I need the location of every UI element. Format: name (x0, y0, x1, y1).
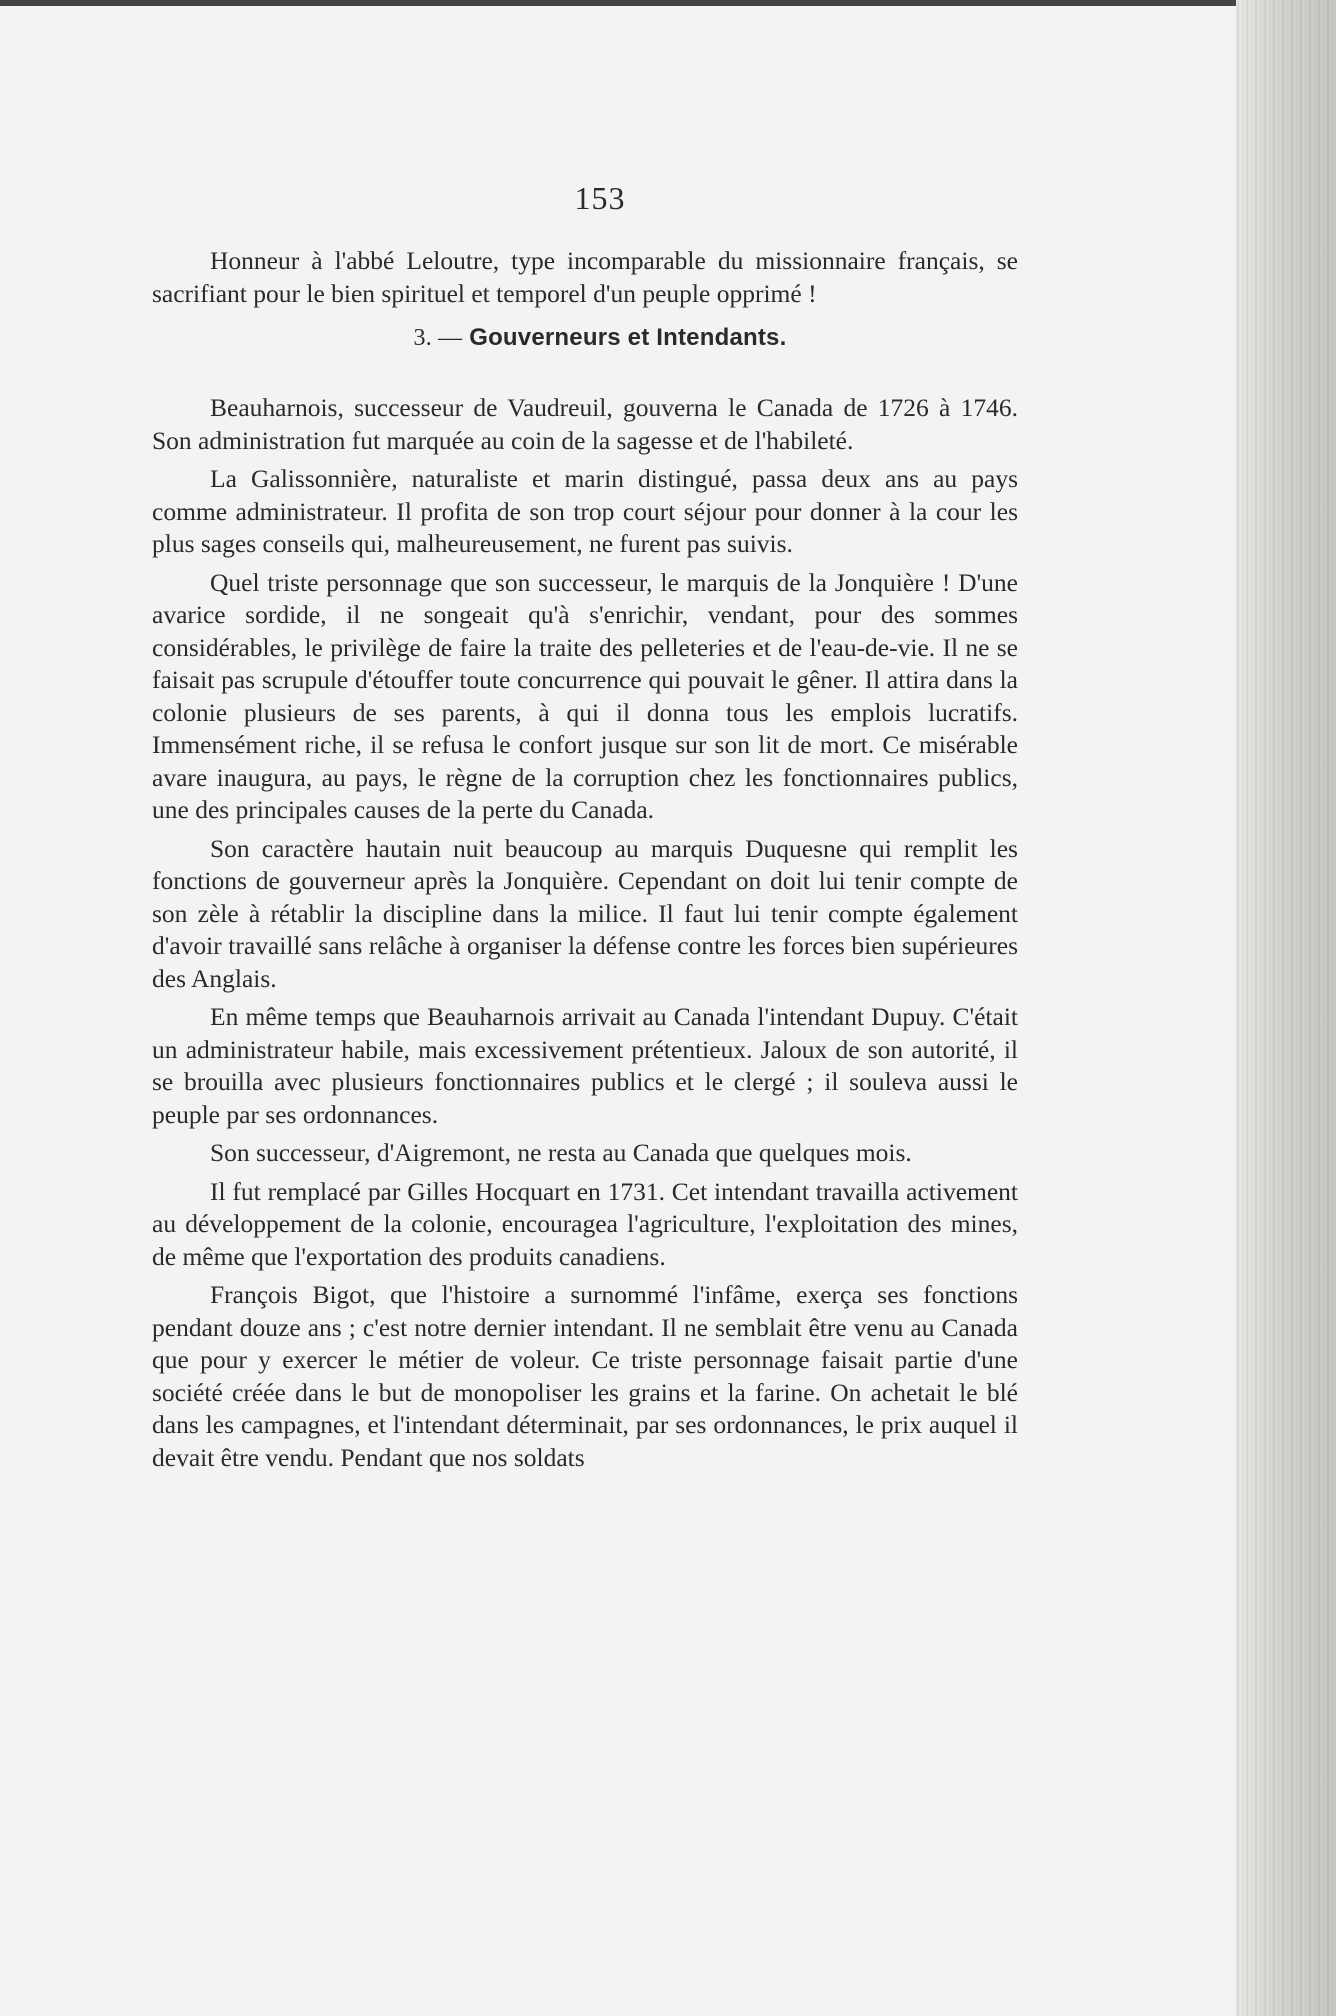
paragraph-duquesne: Son caractère hautain nuit beaucoup au marquis Duquesne qui remplit les fonctions de gouverneur après la Jonquière. Cependant on doit lui tenir compte de son zèle à rétablir la discipline dans la milice. Il faut lui tenir compte également d'avoir travaillé sans relâche à organiser la défense contre les forces bien supérieures des Anglais. (152, 833, 1018, 993)
paragraph-beauharnois: Beauharnois, successeur de Vaudreuil, gouverna le Canada de 1726 à 1746. Son administration fut marquée au coin de la sagesse et de l'habileté. (152, 393, 1018, 455)
book-page-edges (1236, 0, 1336, 2016)
section-number: 3. — (413, 325, 463, 351)
scan-border-top (0, 0, 1336, 6)
section-title: Gouverneurs et Intendants. (469, 324, 787, 351)
paragraph-bigot: François Bigot, que l'histoire a surnommé l'infâme, exerça ses fonctions pendant douze ans ; c'est notre dernier intendant. Il ne semblait être venu au Canada que pour y exercer le métier de voleur. Ce triste personnage faisait partie d'une société créée dans le but de monopoliser les grains et la farine. On achetait le blé dans les campagnes, et l'intendant déterminait, par ses ordonnances, le prix auquel il devait être vendu. Pendant que nos soldats (152, 1280, 1018, 1472)
paragraph-hocquart: Il fut remplacé par Gilles Hocquart en 1731. Cet intendant travailla activement au développement de la colonie, encouragea l'agriculture, l'exploitation des mines, de même que l'exportation des produits canadiens. (152, 1176, 1018, 1271)
paragraph-dupuy: En même temps que Beauharnois arrivait au Canada l'intendant Dupuy. C'était un administrateur habile, mais excessivement prétentieux. Jaloux de son autorité, il se brouilla avec plusieurs fonctionnaires publics et le clergé ; il souleva aussi le peuple par ses ordonnances. (152, 1002, 1018, 1129)
intro-paragraph: Honneur à l'abbé Leloutre, type incomparable du missionnaire français, se sacrifiant pour le bien spirituel et temporel d'un peuple opprimé ! (152, 246, 1018, 308)
paragraph-galissonniere: La Galissonnière, naturaliste et marin distingué, passa deux ans au pays comme administrateur. Il profita de son trop court séjour pour donner à la cour les plus sages conseils qui, malheureusement, ne furent pas suivis. (152, 464, 1018, 558)
section-heading (152, 324, 1018, 352)
book-page (152, 180, 1018, 1474)
page-number: 153 (574, 180, 626, 216)
paragraph-jonquiere: Quel triste personnage que son successeur, le marquis de la Jonquière ! D'une avarice sordide, il ne songeait qu'à s'enrichir, vendant, pour des sommes considérables, le privilège de faire la traite des pelleteries et de l'eau-de-vie. Il ne se faisait pas scrupule d'étouffer toute concurrence qui pouvait le gêner. Il attira dans la colonie plusieurs de ses parents, à qui il donna tous les emplois lucratifs. Immensément riche, il se refusa le confort jusque sur son lit de mort. Ce misérable avare inaugura, au pays, le règne de la corruption chez les fonctionnaires publics, une des principales causes de la perte du Canada. (152, 567, 1018, 824)
paragraph-aigremont: Son successeur, d'Aigremont, ne resta au Canada que quelques mois. (210, 1138, 912, 1167)
